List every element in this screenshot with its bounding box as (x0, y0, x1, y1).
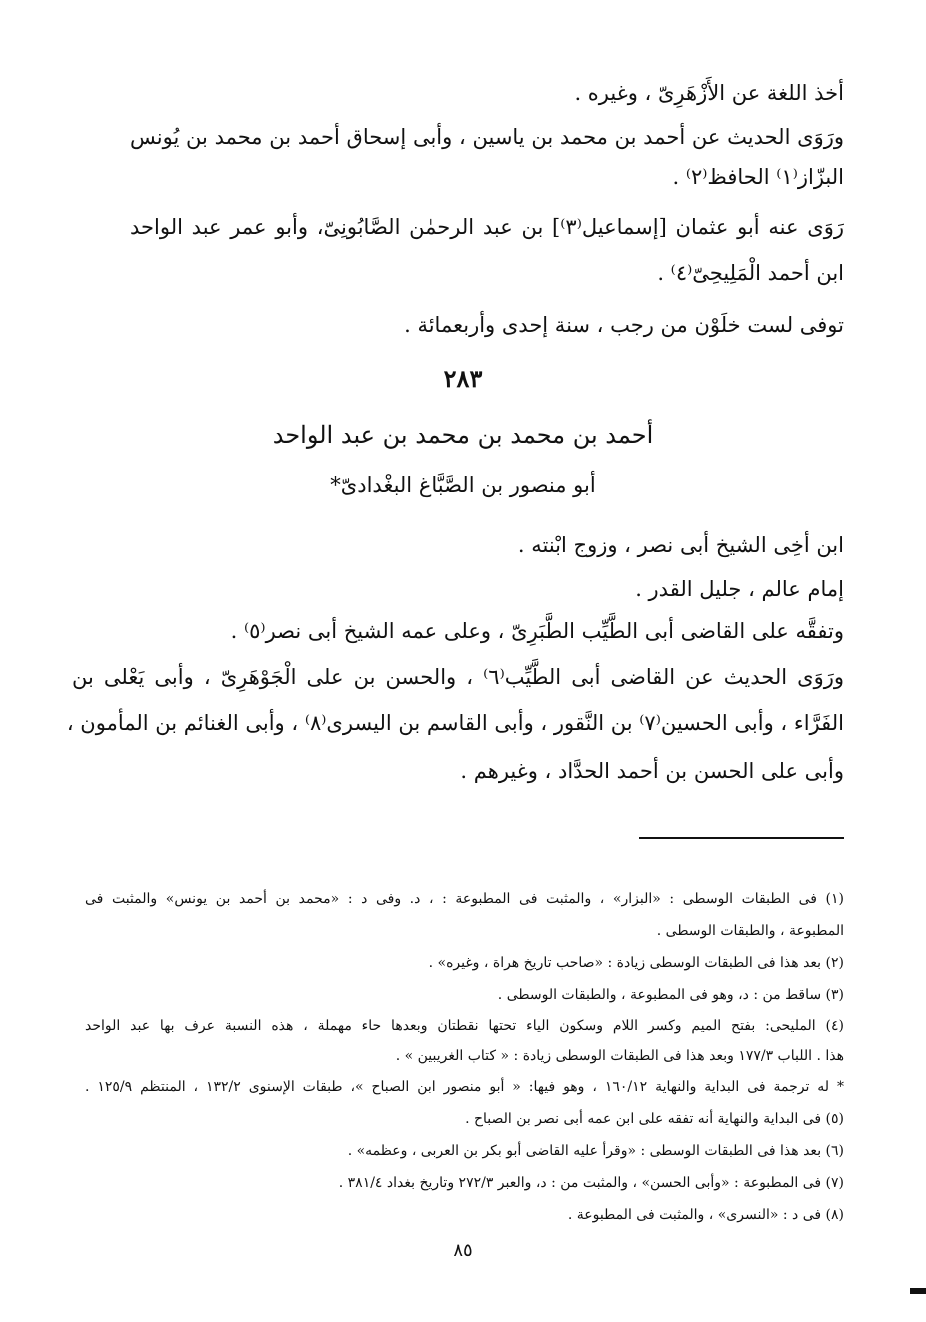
footnote-line: (٣) ساقط من : د، وهو فى المطبوعة ، والطبقات الوسطى . (497, 987, 844, 1003)
scan-edge-mark (910, 1288, 926, 1294)
body-line: أخذ اللغة عن الأَزْهَرِىّ ، وغيره . (574, 81, 844, 105)
footnote-line: * له ترجمة فى البداية والنهاية ١٦٠/١٢ ، وهو فيها: « أبو منصور ابن الصباح »، طبقات الإسنوى ١٣٢/٢ ، المنتظم ١٢٥/٩ . (85, 1079, 844, 1095)
footnote-separator (639, 837, 844, 839)
entry-line: وأبى على الحسن بن أحمد الحدَّاد ، وغيرهم . (460, 759, 844, 783)
body-line: ابن أحمد الْمَلِيحِىّ⁽٤⁾ . (657, 261, 844, 285)
entry-line: الفَرَّاء ، وأبى الحسين⁽٧⁾ بن النَّقور ، وأبى القاسم بن اليسرى⁽٨⁾ ، وأبى الغنائم بن المأمون ، (66, 711, 844, 735)
footnote-line: (٨) فى د : «النسرى» ، والمثبت فى المطبوعة . (567, 1207, 844, 1223)
footnote-line: هذا . اللباب ١٧٧/٣ وبعد هذا فى الطبقات الوسطى زيادة : « كتاب الغريبين » . (395, 1048, 844, 1064)
footnote-line: (٢) بعد هذا فى الطبقات الوسطى زيادة : «صاحب تاريخ هراة ، وغيره» . (428, 955, 844, 971)
footnote-line: (٧) فى المطبوعة : «وأبى الحسن» ، والمثبت من : د، والعبر ٢٧٢/٣ وتاريخ بغداد ٣٨١/٤ . (338, 1175, 844, 1191)
entry-number: ٢٨٣ (443, 364, 483, 393)
body-line: البزّاز⁽١⁾ الحافظ⁽٢⁾ . (672, 165, 844, 189)
entry-title: أحمد بن محمد بن محمد بن عبد الواحد (272, 421, 654, 449)
page-number: ٨٥ (453, 1240, 473, 1261)
footnote-line: المطبوعة ، والطبقات الوسطى . (656, 923, 844, 939)
footnote-line: (٤) المليحى: بفتح الميم وكسر اللام وسكون الياء تحتها نقطتان وبعدها حاء مهملة ، هذه النسبة عرف بها عبد الواحد (85, 1018, 844, 1034)
body-line: توفى لست خلَوْن من رجب ، سنة إحدى وأربعمائة . (404, 313, 844, 337)
body-line: رَوَى عنه أبو عثمان [إسماعيل⁽٣⁾] بن عبد الرحمٰن الصَّابُونِىّ، وأبو عمر عبد الواحد (130, 215, 844, 239)
entry-subtitle: أبو منصور بن الصَّبَّاغ البغْدادىّ* (330, 473, 596, 497)
footnote-line: (٦) بعد هذا فى الطبقات الوسطى : «وقرأ عليه القاضى أبو بكر بن العربى ، وعظمه» . (347, 1143, 844, 1159)
footnote-line: (٥) فى البداية والنهاية أنه تفقه على ابن عمه أبى نصر بن الصباح . (465, 1111, 844, 1127)
body-line: ورَوَى الحديث عن أحمد بن محمد بن ياسين ، وأبى إسحاق أحمد بن محمد بن يُونس (130, 125, 844, 149)
entry-line: إمام عالم ، جليل القدر . (635, 577, 844, 601)
entry-line: ورَوَى الحديث عن القاضى أبى الطَّيِّب⁽٦⁾ ، والحسن بن على الْجَوْهَرِىّ ، وأبى يَعْلى بن (72, 665, 844, 689)
entry-line: وتفقَّه على القاضى أبى الطَّيِّب الطَّبَرِىّ ، وعلى عمه الشيخ أبى نصر⁽٥⁾ . (230, 619, 844, 643)
footnote-line: (١) فى الطبقات الوسطى : «البزار» ، والمثبت فى المطبوعة : ، د. وفى د : «محمد بن أحمد بن يونس» والمثبت فى (85, 891, 844, 907)
entry-line: ابن أخِى الشيخ أبى نصر ، وزوج ابْنته . (517, 533, 844, 557)
